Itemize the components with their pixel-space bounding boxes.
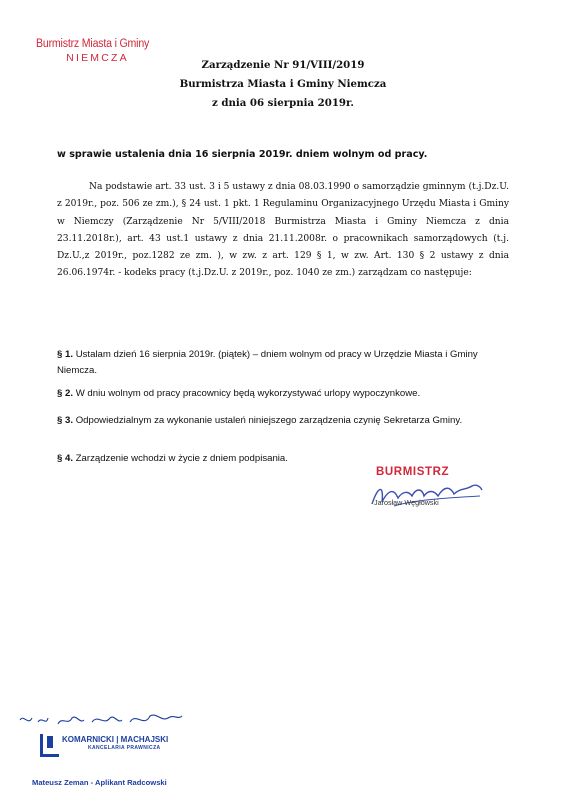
paragraph-4 [57, 451, 509, 467]
law-firm-name: KOMARNICKI | MACHAJSKI [62, 735, 169, 744]
document-header [0, 56, 566, 113]
paragraph-2-text: W dniu wolnym od pracy pracownicy będą wykorzystywać urlopy wypoczynkowe. [75, 388, 421, 399]
ordinance-subject: w sprawie ustalenia dnia 16 sierpnia 2019r. dniem wolnym od pracy. [57, 149, 428, 160]
paragraph-1-text: Ustalam dzień 16 sierpnia 2019r. (piątek) – dniem wolnym od pracy w Urzędzie Miasta i Gminy Niemcza. [57, 349, 478, 376]
paragraph-1-mark: § 1. [57, 349, 74, 360]
paragraph-2-mark: § 2. [57, 388, 74, 399]
paragraph-3 [57, 413, 509, 429]
law-firm-box [40, 734, 180, 756]
paragraph-3-text: Odpowiedzialnym za wykonanie ustaleń niniejszego zarządzenia czynię Sekretarza Gminy. [75, 415, 463, 426]
paragraph-1 [57, 347, 509, 378]
paragraph-4-text: Zarządzenie wchodzi w życie z dniem podpisania. [75, 453, 288, 464]
mayor-name: Jarosław Węgłowski [374, 498, 439, 507]
law-firm-subtitle: KANCELARIA PRAWNICZA [88, 745, 161, 751]
paragraph-4-mark: § 4. [57, 453, 74, 464]
law-firm-signatory: Mateusz Zeman - Aplikant Radcowski [32, 778, 167, 787]
legal-basis-paragraph: Na podstawie art. 33 ust. 3 i 5 ustawy z dnia 08.03.1990 o samorządzie gminnym (t.j.Dz.U. z 2019r., poz. 506 ze zm.), § 24 ust. 1 pkt. 1 Regulaminu Organizacyjnego Urzędu Miasta i Gminy w Niemczy (Zarządzenie Nr 5/VIII/2018 Burmistrza Miasta i Gminy Niemcza z dnia 23.11.2018r.), art. 43 ust.1 ustawy z dnia 21.11.2008r. o pracownikach samorządowych (t.j. Dz.U.,z 2019r., poz.1282 ze zm. ), w zw. z art. 129 § 1, w zw. Art. 130 § 2 ustawy z dnia 26.06.1974r. - kodeks pracy (t.j.Dz.U. z 2019r., poz. 1040 ze zm.) zarządzam co następuje: [57, 182, 509, 279]
mayor-stamp-title: BURMISTRZ [376, 466, 450, 478]
paragraph-3-mark: § 3. [57, 415, 74, 426]
mayor-signature-stamp [360, 466, 500, 507]
issuer-stamp-line2: NIEMCZA [66, 52, 129, 64]
issuer-stamp-line1: Burmistrz Miasta i Gminy [36, 38, 150, 50]
ordinance-number: Zarządzenie Nr 91/VIII/2019 [201, 59, 365, 71]
paragraph-2 [57, 386, 509, 402]
law-firm-stamp [18, 710, 218, 790]
ordinance-issuer: Burmistrza Miasta i Gminy Niemcza [179, 78, 387, 90]
ordinance-date: z dnia 06 sierpnia 2019r. [212, 97, 354, 109]
law-firm-logo-icon [40, 734, 59, 757]
